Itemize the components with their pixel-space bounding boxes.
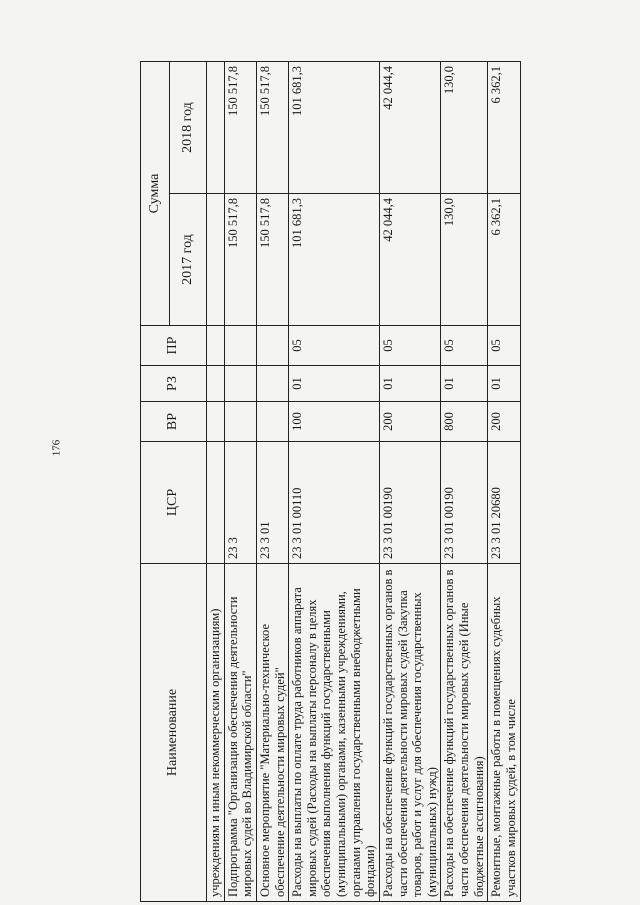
cell-vr [224,402,256,442]
cell-name: учреждениям и иным некоммерческим организациям) [207,564,225,902]
cell-sum-2017: 42 044,4 [379,194,441,326]
cell-sum-2018: 150 517,8 [224,62,256,194]
table-row [207,62,225,902]
cell-pr [224,326,256,366]
cell-vr [207,402,225,442]
rotated-table-wrapper [140,62,598,902]
cell-csr [207,442,225,564]
cell-rz [256,366,288,402]
cell-pr: 05 [441,326,488,366]
header-csr: ЦСР [141,442,207,564]
header-vr: ВР [141,402,207,442]
cell-name: Ремонтные, монтажные работы в помещениях судебных участков мировых судей, в том числе [488,564,520,902]
cell-vr: 800 [441,402,488,442]
cell-pr: 05 [379,326,441,366]
cell-rz [224,366,256,402]
table-row [224,62,256,902]
header-year-2017: 2017 год [170,194,207,326]
cell-name: Расходы на выплаты по оплате труда работников аппарата мировых судей (Расходы на выплаты персоналу в целях обеспечения выполнения функций государственными (муниципальными) органами, казенными учреждениями, органами управления государственными внебюджетными фондами) [289,564,380,902]
cell-sum-2017: 150 517,8 [224,194,256,326]
cell-name: Подпрограмма "Организация обеспечения деятельности мировых судей во Владимирской области" [224,564,256,902]
cell-csr: 23 3 01 [256,442,288,564]
cell-name: Расходы на обеспечение функций государственных органов в части обеспечения деятельности мировых судей (Закупка товаров, работ и услуг для обеспечения государственных (муниципальных) нужд) [379,564,441,902]
cell-sum-2018: 130,0 [441,62,488,194]
cell-csr: 23 3 01 00190 [379,442,441,564]
cell-sum-2017: 6 362,1 [488,194,520,326]
table-row [488,62,520,902]
table-row [379,62,441,902]
cell-vr: 200 [488,402,520,442]
cell-sum-2018: 150 517,8 [256,62,288,194]
cell-vr [256,402,288,442]
header-sum: Сумма [141,62,170,326]
cell-rz: 01 [441,366,488,402]
cell-csr: 23 3 01 20680 [488,442,520,564]
cell-rz [207,366,225,402]
header-name: Наименование [141,564,207,902]
table-row [256,62,288,902]
cell-rz: 01 [379,366,441,402]
header-pr: ПР [141,326,207,366]
cell-csr: 23 3 [224,442,256,564]
table-row [289,62,380,902]
cell-sum-2018: 101 681,3 [289,62,380,194]
cell-csr: 23 3 01 00190 [441,442,488,564]
header-year-2018: 2018 год [170,62,207,194]
header-rz: РЗ [141,366,207,402]
cell-pr [256,326,288,366]
cell-sum-2017: 101 681,3 [289,194,380,326]
budget-table [140,61,521,902]
table-header-row [141,62,170,902]
cell-name: Расходы на обеспечение функций государственных органов в части обеспечения деятельности мировых судей (Иные бюджетные ассигнования) [441,564,488,902]
cell-pr [207,326,225,366]
cell-sum-2017 [207,194,225,326]
cell-sum-2017: 150 517,8 [256,194,288,326]
cell-sum-2017: 130,0 [441,194,488,326]
page-number-text: 176 [50,439,62,457]
cell-csr: 23 3 01 00110 [289,442,380,564]
cell-vr: 200 [379,402,441,442]
cell-sum-2018 [207,62,225,194]
cell-pr: 05 [488,326,520,366]
page-number [50,436,62,460]
cell-name: Основное мероприятие "Материально-техническое обеспечение деятельности мировых судей" [256,564,288,902]
cell-pr: 05 [289,326,380,366]
cell-rz: 01 [289,366,380,402]
cell-sum-2018: 42 044,4 [379,62,441,194]
cell-rz: 01 [488,366,520,402]
table-row [441,62,488,902]
cell-sum-2018: 6 362,1 [488,62,520,194]
cell-vr: 100 [289,402,380,442]
